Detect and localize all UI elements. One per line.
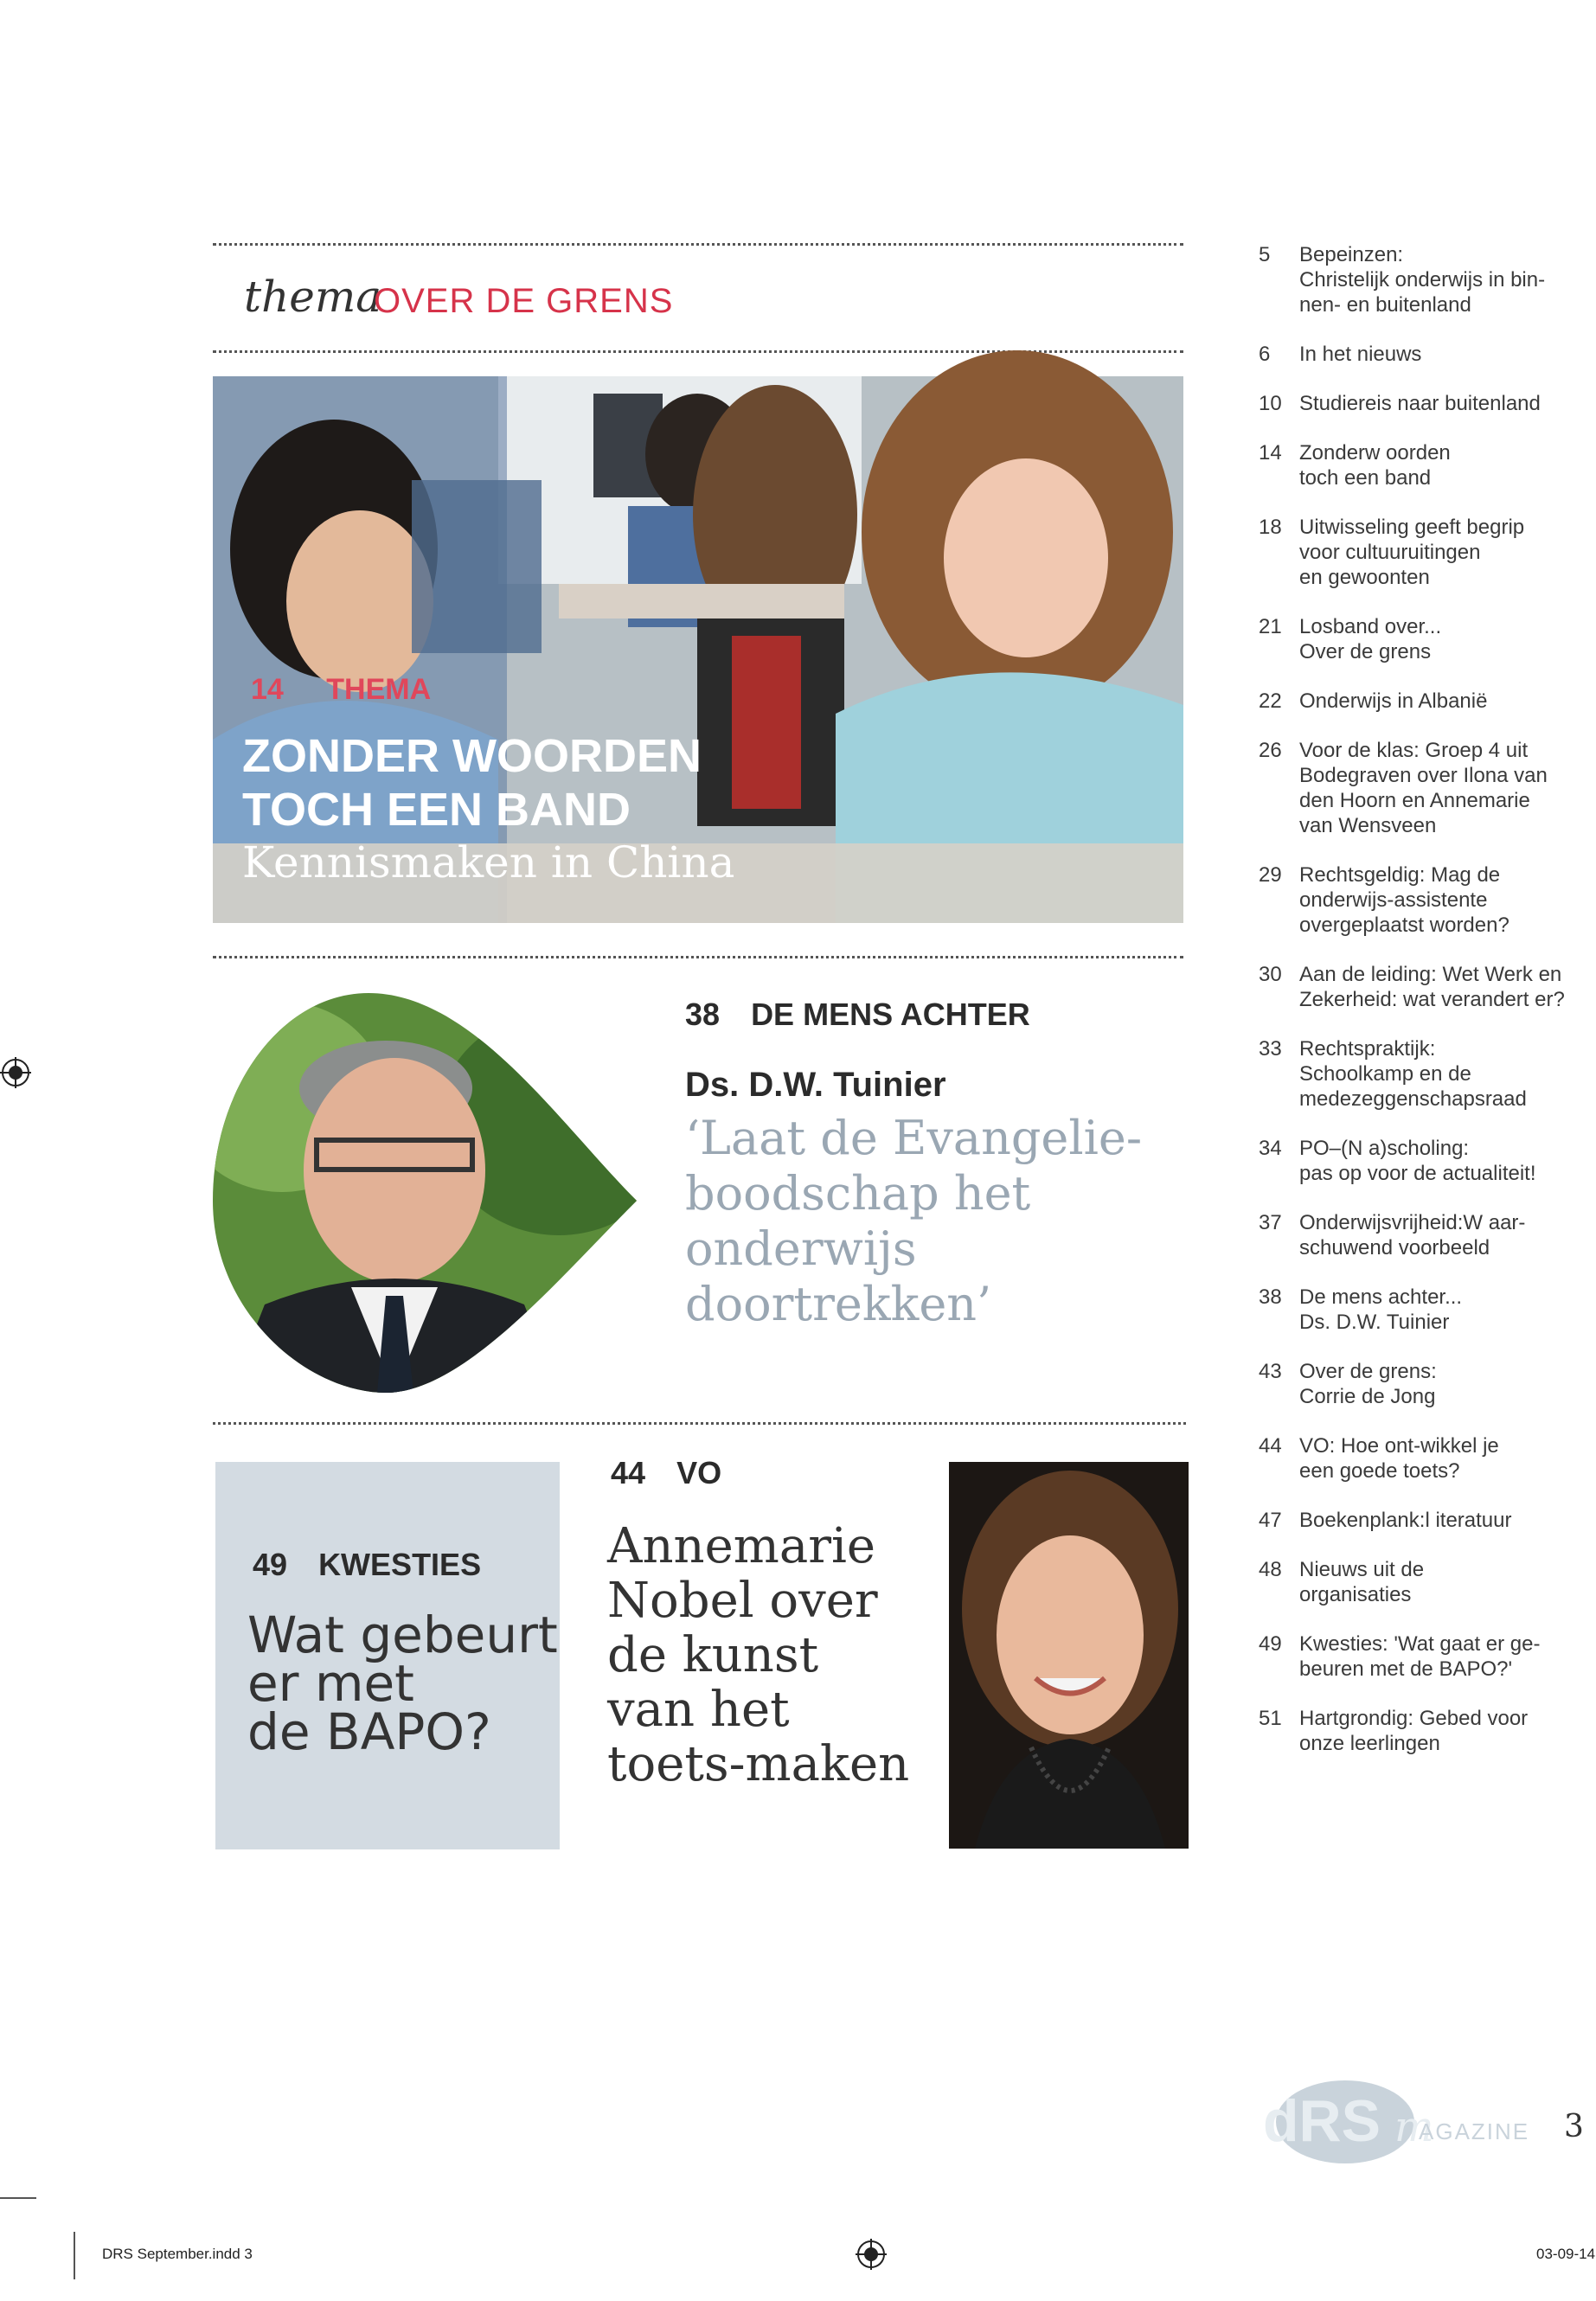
toc-title-line: pas op voor de actualiteit!: [1299, 1162, 1536, 1185]
toc-title: [1299, 1359, 1596, 1409]
toc-title-line: Bepeinzen:: [1299, 243, 1404, 266]
toc-title-line: Onderwijs in Albanië: [1299, 689, 1488, 713]
toc-title-line: onderwijs-assistente: [1299, 888, 1488, 912]
toc-title: [1299, 342, 1596, 367]
toc-title-line: onze leerlingen: [1299, 1732, 1440, 1755]
toc-page-number: 43: [1259, 1360, 1282, 1383]
toc-title-line: Kwesties: 'Wat gaat er ge-: [1299, 1632, 1541, 1656]
toc-title-line: van Wensveen: [1299, 814, 1437, 837]
toc-title: [1299, 1557, 1596, 1607]
toc-title-line: Voor de klas: Groep 4 uit: [1299, 739, 1529, 762]
toc-title-line: medezeggenschapsraad: [1299, 1087, 1527, 1111]
hero-title: [242, 729, 702, 836]
toc-title: [1299, 1433, 1596, 1484]
vo-number: 44: [611, 1455, 646, 1490]
slug-filename: DRS September.indd 3: [102, 2246, 253, 2262]
hero-title-line: ZONDER WOORDEN: [242, 730, 702, 782]
toc-title: [1299, 242, 1596, 317]
toc-page-number: 14: [1259, 441, 1282, 465]
toc-title-line: Boekenplank:l iteratuur: [1299, 1509, 1512, 1532]
toc-page-number: 44: [1259, 1434, 1282, 1458]
vo-line: toets-maken: [607, 1736, 910, 1792]
toc-title-line: Uitwisseling geeft begrip: [1299, 516, 1525, 539]
hero-kicker-number: 14: [251, 673, 284, 706]
drs-magazine-logo: [1263, 2080, 1530, 2167]
toc-title-line: een goede toets?: [1299, 1459, 1460, 1483]
toc-page-number: 18: [1259, 516, 1282, 539]
toc-item: [1259, 1631, 1596, 1682]
mens-achter-quote: [685, 1111, 1152, 1332]
toc-title-line: beuren met de BAPO?': [1299, 1657, 1513, 1681]
vo-title: VO: [676, 1455, 722, 1490]
toc-item: [1259, 440, 1596, 490]
toc-title: [1299, 1136, 1596, 1186]
toc-page-number: 34: [1259, 1137, 1282, 1160]
toc-title-line: nen- en buitenland: [1299, 293, 1471, 317]
toc-title-line: Zekerheid: wat verandert er?: [1299, 988, 1565, 1011]
toc-page-number: 47: [1259, 1509, 1282, 1532]
thema-title: OVER DE GRENS: [374, 282, 674, 320]
mens-achter-name: Ds. D.W. Tuinier: [685, 1066, 946, 1104]
toc-item: [1259, 391, 1596, 416]
toc-title: [1299, 862, 1596, 938]
toc-title-line: Over de grens: [1299, 640, 1432, 663]
toc-title-line: Corrie de Jong: [1299, 1385, 1436, 1408]
toc-title-line: toch een band: [1299, 466, 1432, 490]
toc-title-line: overgeplaatst worden?: [1299, 913, 1509, 937]
registration-icon: [0, 1057, 31, 1088]
toc-item: [1259, 1136, 1596, 1186]
quote-line: ‘Laat de Evangelie-: [685, 1111, 1143, 1165]
hero-kicker-label: THEMA: [326, 673, 432, 706]
toc-page-number: 33: [1259, 1037, 1282, 1061]
toc-item: [1259, 1706, 1596, 1756]
portrait-nobel-image: [949, 1462, 1189, 1849]
toc-title: [1299, 1036, 1596, 1112]
toc-title-line: Schoolkamp en de: [1299, 1062, 1471, 1086]
toc-title-line: den Hoorn en Annemarie: [1299, 789, 1530, 812]
toc-page-number: 38: [1259, 1285, 1282, 1309]
toc-title: [1299, 614, 1596, 664]
toc-title: [1299, 689, 1596, 714]
toc-item: [1259, 1210, 1596, 1260]
quote-line: doortrekken’: [685, 1277, 992, 1331]
toc-item: [1259, 689, 1596, 714]
toc-title-line: Over de grens:: [1299, 1360, 1437, 1383]
registration-mark-left: [0, 1057, 31, 1092]
toc-title-line: Bodegraven over Ilona van: [1299, 764, 1548, 787]
toc-title: [1299, 1508, 1596, 1533]
toc-title-line: PO–(N a)scholing:: [1299, 1137, 1470, 1160]
kwesties-label: [253, 1547, 481, 1583]
thema-word: thema: [244, 272, 382, 322]
mid-dotted-rule: [213, 956, 1183, 958]
toc-item: [1259, 1508, 1596, 1533]
toc-item: [1259, 1036, 1596, 1112]
toc-title: [1299, 1210, 1596, 1260]
toc-title-line: Zonderw oorden: [1299, 441, 1451, 465]
hero-subtitle: Kennismaken in China: [242, 837, 735, 888]
crop-mark: [0, 2197, 36, 2199]
toc-title-line: Nieuws uit de: [1299, 1558, 1425, 1581]
toc-title: [1299, 962, 1596, 1012]
kwesties-line: er met: [247, 1654, 414, 1713]
toc-page-number: 51: [1259, 1707, 1282, 1730]
drs-logo-m: m: [1394, 2103, 1434, 2151]
lower-dotted-rule: [213, 1422, 1186, 1425]
toc-item: [1259, 962, 1596, 1012]
toc-title-line: Ds. D.W. Tuinier: [1299, 1311, 1450, 1334]
portrait-tuinier-image: [213, 993, 637, 1393]
drs-logo-main: dRS: [1263, 2088, 1381, 2154]
vo-line: van het: [607, 1682, 790, 1738]
toc-title: [1299, 738, 1596, 838]
toc-title: [1299, 1285, 1596, 1335]
toc-title-line: Losband over...: [1299, 615, 1442, 638]
toc-title: [1299, 515, 1596, 590]
quote-line: boodschap het: [685, 1166, 1031, 1221]
toc-page-number: 48: [1259, 1558, 1282, 1581]
toc-title-line: Studiereis naar buitenland: [1299, 392, 1541, 415]
vo-line: Nobel over: [607, 1573, 878, 1629]
toc-title-line: organisaties: [1299, 1583, 1412, 1606]
toc-page-number: 26: [1259, 739, 1282, 762]
top-dotted-rule: [213, 243, 1183, 246]
toc-title-line: VO: Hoe ont-wikkel je: [1299, 1434, 1499, 1458]
toc-title: [1299, 440, 1596, 490]
vo-line: de kunst: [607, 1627, 819, 1683]
kwesties-title: KWESTIES: [318, 1547, 482, 1582]
kwesties-number: 49: [253, 1547, 288, 1582]
portrait-nobel: [949, 1462, 1189, 1849]
toc-title-line: Onderwijsvrijheid:W aar-: [1299, 1211, 1526, 1234]
toc-page-number: 30: [1259, 963, 1282, 986]
toc-item: [1259, 242, 1596, 317]
toc-title-line: Rechtsgeldig: Mag de: [1299, 863, 1501, 887]
toc-item: [1259, 1557, 1596, 1607]
mens-achter-title: DE MENS ACHTER: [751, 997, 1030, 1032]
toc-title-line: Hartgrondig: Gebed voor: [1299, 1707, 1529, 1730]
quote-line: onderwijs: [685, 1221, 917, 1276]
toc-page-number: 21: [1259, 615, 1282, 638]
toc-item: [1259, 614, 1596, 664]
toc-title: [1299, 1706, 1596, 1756]
portrait-tuinier: [213, 993, 637, 1393]
toc-title-line: Rechtspraktijk:: [1299, 1037, 1436, 1061]
toc-item: [1259, 1433, 1596, 1484]
toc-item: [1259, 342, 1596, 367]
toc-title-line: Christelijk onderwijs in bin-: [1299, 268, 1546, 292]
crop-mark: [74, 2232, 75, 2279]
vo-headline: [607, 1519, 909, 1791]
toc-title-line: Aan de leiding: Wet Werk en: [1299, 963, 1562, 986]
registration-mark-bottom: [856, 2239, 887, 2273]
toc-title-line: In het nieuws: [1299, 343, 1422, 366]
vo-line: Annemarie: [607, 1518, 876, 1574]
kwesties-line: de BAPO?: [247, 1702, 491, 1761]
toc-title: [1299, 391, 1596, 416]
mens-achter-number: 38: [685, 997, 721, 1032]
toc-title-line: voor cultuuruitingen: [1299, 541, 1481, 564]
toc-title-line: De mens achter...: [1299, 1285, 1463, 1309]
kwesties-headline: [247, 1606, 558, 1761]
page-number: 3: [1564, 2109, 1584, 2144]
toc-item: [1259, 515, 1596, 590]
registration-icon: [856, 2239, 887, 2270]
toc-page-number: 6: [1259, 343, 1271, 366]
table-of-contents: [1259, 242, 1596, 1780]
slug-date: 03-09-14: [1536, 2246, 1596, 2262]
toc-page-number: 49: [1259, 1632, 1282, 1656]
toc-page-number: 22: [1259, 689, 1282, 713]
toc-item: [1259, 1285, 1596, 1335]
toc-page-number: 5: [1259, 243, 1271, 266]
drs-logo-shape: [1263, 2080, 1530, 2167]
vo-label: [611, 1455, 721, 1491]
toc-item: [1259, 862, 1596, 938]
drs-logo-tail: AGAZINE: [1419, 2118, 1530, 2144]
toc-item: [1259, 1359, 1596, 1409]
toc-title-line: en gewoonten: [1299, 566, 1430, 589]
toc-page-number: 29: [1259, 863, 1282, 887]
toc-title-line: schuwend voorbeeld: [1299, 1236, 1490, 1259]
hero-title-line: TOCH EEN BAND: [242, 784, 631, 836]
kwesties-line: Wat gebeurt: [247, 1606, 558, 1664]
toc-page-number: 37: [1259, 1211, 1282, 1234]
hero-kicker: [251, 673, 431, 707]
toc-page-number: 10: [1259, 392, 1282, 415]
toc-item: [1259, 738, 1596, 838]
mens-achter-label: [685, 997, 1030, 1033]
toc-title: [1299, 1631, 1596, 1682]
